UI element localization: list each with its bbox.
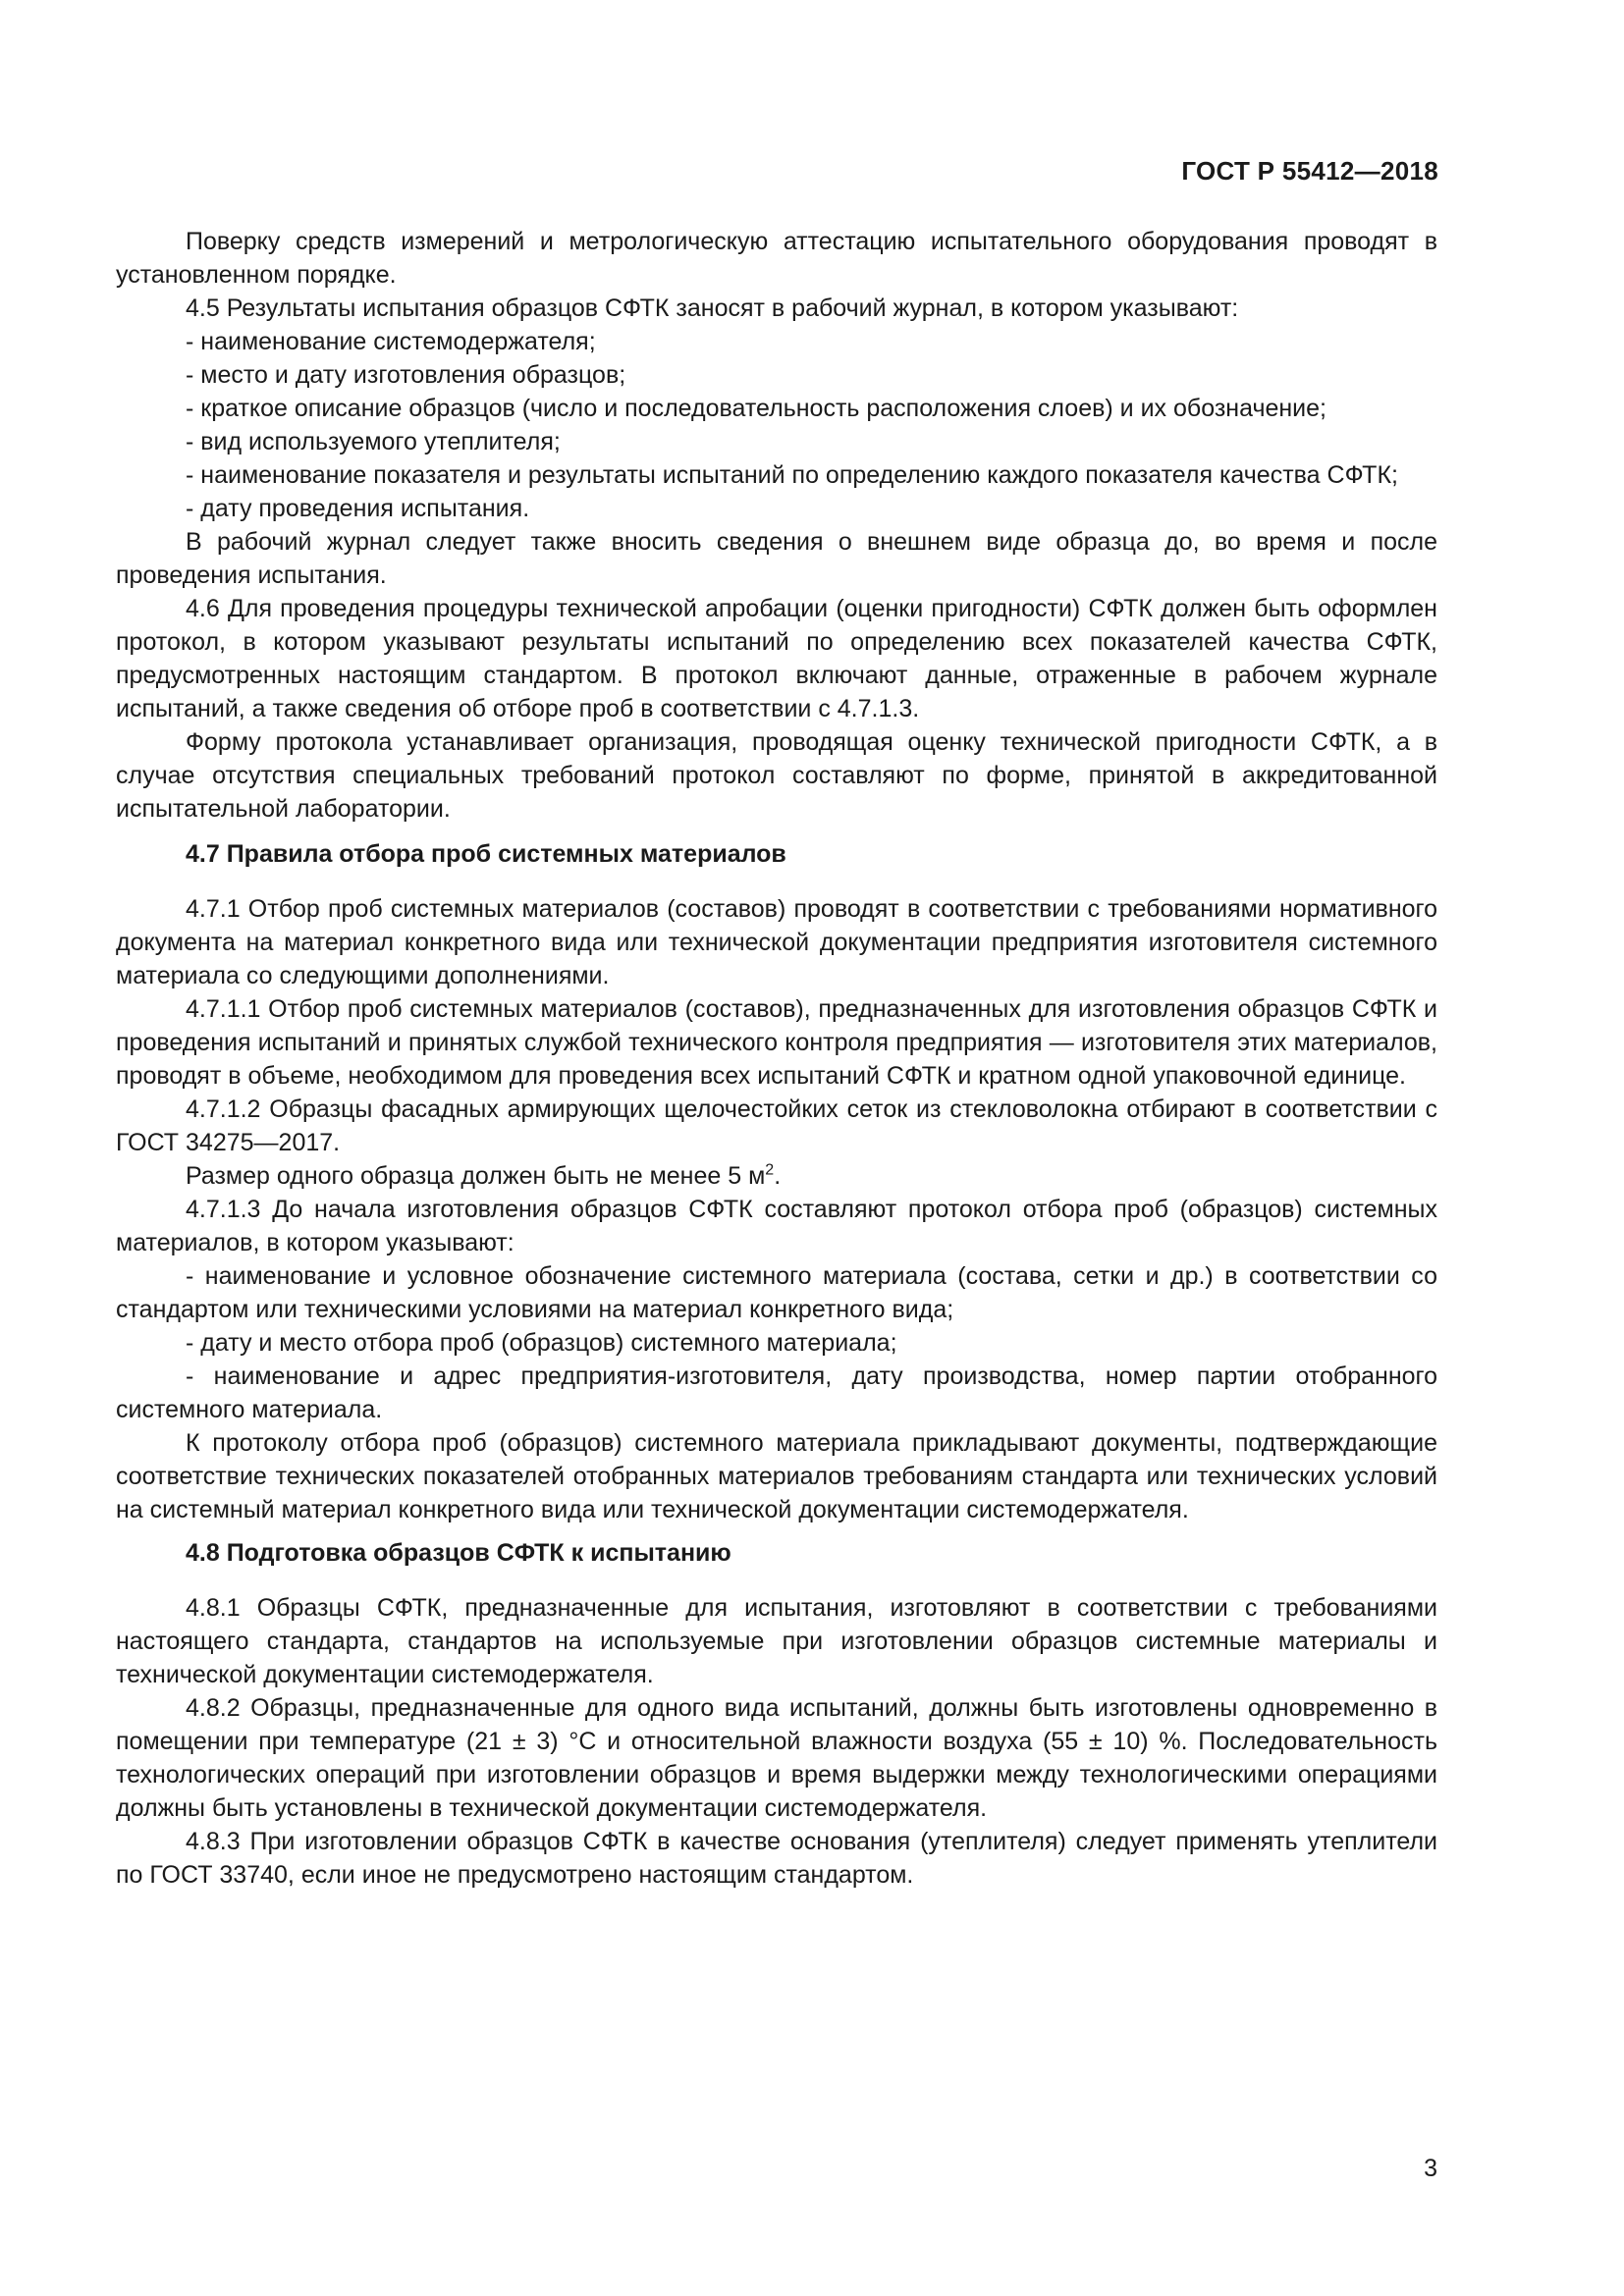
section-heading: 4.8 Подготовка образцов СФТК к испытанию [186, 1539, 731, 1567]
document-body [116, 225, 1437, 1892]
list-item: - вид используемого утеплителя; [186, 428, 561, 455]
paragraph: К протоколу отбора проб (образцов) системного материала прикладывают документы, подтверждающие соответствие технических показателей отобранных материалов требованиям стандарта или технических условий на системный материал конкретного вида или технической документации системодержателя. [116, 1429, 1437, 1523]
section-heading: 4.7 Правила отбора проб системных материалов [186, 840, 786, 868]
page-number: 3 [1424, 2155, 1437, 2182]
paragraph: 4.7.1.2 Образцы фасадных армирующих щелочестойких сеток из стекловолокна отбирают в соответствии с ГОСТ 34275—2017. [116, 1095, 1437, 1156]
list-item: - наименование и адрес предприятия-изготовителя, дату производства, номер партии отобранного системного материала. [116, 1362, 1437, 1423]
paragraph: 4.6 Для проведения процедуры технической апробации (оценки пригодности) СФТК должен быть оформлен протокол, в котором указывают результаты испытаний по определению всех показателей качества СФТК, предусмотренных настоящим стандартом. В протокол включают данные, отраженные в рабочем журнале испытаний, а также сведения об отборе проб в соответствии с 4.7.1.3. [116, 595, 1437, 722]
paragraph: 4.5 Результаты испытания образцов СФТК заносят в рабочий журнал, в котором указывают: [186, 294, 1239, 322]
paragraph: 4.7.1.1 Отбор проб системных материалов (составов), предназначенных для изготовления образцов СФТК и проведения испытаний и принятых службой технического контроля предприятия — изготовителя этих материалов, проводят в объеме, необходимом для проведения всех испытаний СФТК и кратном одной упаковочной единице. [116, 995, 1437, 1090]
paragraph: Форму протокола устанавливает организация, проводящая оценку технической пригодности СФТК, а в случае отсутствия специальных требований протокол составляют по форме, принятой в аккредитованной испытательной лаборатории. [116, 728, 1437, 823]
paragraph: 4.7.1.3 До начала изготовления образцов СФТК составляют протокол отбора проб (образцов) системных материалов, в котором указывают: [116, 1196, 1437, 1256]
list-item: - место и дату изготовления образцов; [186, 361, 626, 389]
list-item: - дату проведения испытания. [186, 495, 530, 522]
superscript: 2 [765, 1161, 775, 1179]
list-item: - наименование показателя и результаты испытаний по определению каждого показателя качества СФТК; [186, 461, 1398, 489]
list-item: - наименование и условное обозначение системного материала (состава, сетки и др.) в соответствии со стандартом или техническими условиями на материал конкретного вида; [116, 1262, 1437, 1323]
list-item: - дату и место отбора проб (образцов) системного материала; [186, 1329, 897, 1357]
paragraph: 4.8.1 Образцы СФТК, предназначенные для испытания, изготовляют в соответствии с требованиями настоящего стандарта, стандартов на используемые при изготовлении образцов системные материалы и технической документации системодержателя. [116, 1594, 1437, 1688]
list-item: - краткое описание образцов (число и последовательность расположения слоев) и их обозначение; [186, 395, 1326, 422]
paragraph: 4.8.2 Образцы, предназначенные для одного вида испытаний, должны быть изготовлены одновременно в помещении при температуре (21 ± 3) °С и относительной влажности воздуха (55 ± 10) %. Последовательность технологических операций при изготовлении образцов и время выдержки между технологическими операциями должны быть установлены в технической документации системодержателя. [116, 1694, 1437, 1822]
paragraph [116, 1159, 1437, 1193]
paragraph: В рабочий журнал следует также вносить сведения о внешнем виде образца до, во время и после проведения испытания. [116, 528, 1437, 589]
paragraph: 4.7.1 Отбор проб системных материалов (составов) проводят в соответствии с требованиями нормативного документа на материал конкретного вида или технической документации предприятия изготовителя системного материала со следующими дополнениями. [116, 895, 1437, 989]
paragraph: Поверку средств измерений и метрологическую аттестацию испытательного оборудования проводят в установленном порядке. [116, 228, 1437, 289]
paragraph: 4.8.3 При изготовлении образцов СФТК в качестве основания (утеплителя) следует применять утеплители по ГОСТ 33740, если иное не предусмотрено настоящим стандартом. [116, 1828, 1437, 1889]
paragraph-text: Размер одного образца должен быть не менее 5 м [186, 1162, 766, 1190]
paragraph-text: . [774, 1162, 782, 1190]
list-item: - наименование системодержателя; [186, 328, 596, 355]
document-id-header: ГОСТ Р 55412—2018 [1181, 156, 1438, 186]
